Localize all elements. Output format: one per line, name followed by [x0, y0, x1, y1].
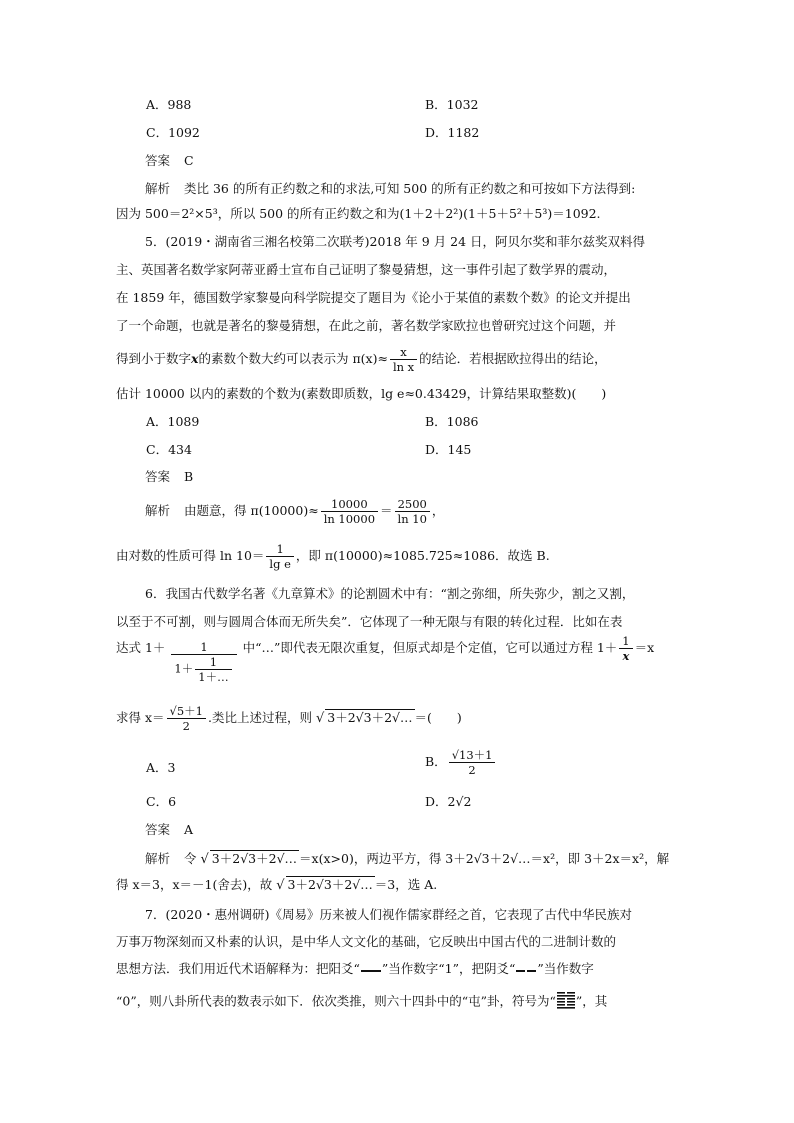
solution-label: 解析 — [145, 181, 171, 196]
q7-stem-line4 — [116, 991, 607, 1013]
answer-value: A — [184, 822, 194, 837]
q5-option-a: A．1089 — [146, 414, 200, 429]
denominator — [171, 655, 236, 684]
q7-stem-line3 — [116, 961, 594, 978]
text-segment: ”当作数字 — [537, 961, 594, 976]
fraction — [449, 748, 496, 777]
denominator: ln x — [392, 360, 415, 374]
text-segment: ， — [431, 503, 445, 518]
text-segment: 得 x＝3，x＝－1(舍去)，故 — [116, 877, 273, 892]
numerator: √13＋1 — [449, 748, 496, 763]
yang-yao-icon — [360, 962, 382, 978]
q6-stem-line1: 6．我国古代数学名著《九章算术》的论割圆术中有：“割之弥细，所失弥少，割之又割， — [145, 586, 635, 601]
q7-stem-line2: 万事万物深刻而又朴素的认识，是中华人文文化的基础，它反映出中国古代的二进制计数的 — [116, 934, 617, 949]
denominator: ln 10 — [397, 512, 427, 526]
radical-sign: √ — [200, 852, 209, 867]
q5-answer — [145, 469, 193, 485]
q4-solution-line2: 因为 500＝2²×5³，所以 500 的所有正约数之和为(1＋2＋2²)(1＋5＋5²＋5³)＝1092. — [116, 206, 601, 221]
text-segment: .类比上述过程，则 — [208, 710, 312, 725]
text-segment: 由对数的性质可得 ln 10＝ — [116, 548, 265, 563]
yin-yao-icon — [515, 962, 537, 978]
denominator: ln 10000 — [323, 512, 376, 526]
q4-option-c: C．1092 — [146, 125, 200, 140]
q5-stem-line2: 主、英国著名数学家阿蒂亚爵士宣布自己证明了黎曼猜想，这一事件引起了数学界的震动， — [116, 262, 617, 277]
text-segment: “0”，则八卦所代表的数表示如下．依次类推，则六十四卦中的“屯”卦，符号为“ — [116, 993, 556, 1009]
numerator: 1 — [171, 640, 236, 655]
text-segment: ＝ — [380, 503, 393, 518]
q6-answer — [145, 822, 193, 838]
text-segment: 由题意，得 π(10000)≈ — [184, 503, 319, 518]
q5-solution-line1 — [145, 497, 444, 526]
q6-solution-line2 — [116, 876, 437, 894]
variable-x: x — [191, 351, 199, 366]
q6-option-a: A．3 — [146, 760, 176, 775]
denominator: 2 — [182, 719, 190, 733]
numerator: 1 — [266, 542, 294, 557]
nested-radical: 3＋2√3＋2√… — [287, 877, 373, 892]
numerator: 10000 — [321, 497, 378, 512]
answer-label: 答案 — [145, 822, 171, 837]
denominator: 2 — [468, 763, 476, 777]
numerator: 1 — [195, 655, 231, 670]
fraction — [390, 345, 417, 374]
answer-label: 答案 — [145, 469, 171, 484]
q7-stem-line1: 7．(2020・惠州调研)《周易》历来被人们视作儒家群经之首，它表现了古代中华民族对 — [145, 907, 633, 922]
fraction — [167, 704, 206, 733]
text-segment: 思想方法．我们用近代术语解释为：把阳爻“ — [116, 961, 360, 976]
q4-option-a: A．988 — [146, 97, 192, 112]
q5-stem-line1: 5．(2019・湖南省三湘名校第二次联考)2018 年 9 月 24 日，阿贝尔奖和菲尔兹奖双料得 — [145, 234, 646, 249]
numerator: 1 — [619, 634, 632, 649]
text-segment: ”，其 — [575, 993, 608, 1009]
text-segment: 1＋ — [174, 661, 194, 676]
numerator: x — [390, 345, 417, 360]
q6-option-b — [425, 748, 497, 777]
solution-label: 解析 — [145, 503, 171, 518]
text-segment: ＝x(x>0)，两边平方，得 3＋2√3＋2√…＝x²，即 3＋2x＝x²，解 — [299, 851, 670, 866]
q5-stem-line3: 在 1859 年，德国数学家黎曼向科学院提交了题目为《论小于某值的素数个数》的论文并提出 — [116, 290, 631, 305]
fraction — [619, 634, 632, 663]
q5-option-c: C．434 — [146, 442, 192, 457]
nested-radical: 3＋2√3＋2√… — [327, 710, 413, 725]
denominator: lg e — [269, 557, 291, 571]
text-segment: ，即 π(10000)≈1085.725≈1086．故选 B. — [295, 548, 550, 563]
q6-stem-line4 — [116, 704, 462, 733]
radical-sign: √ — [315, 711, 325, 726]
solution-text: 类比 36 的所有正约数之和的求法,可知 500 的所有正约数之和可按如下方法得到: — [184, 181, 636, 196]
text-segment: 求得 x＝ — [116, 710, 165, 725]
q4-option-b: B．1032 — [425, 97, 479, 112]
fraction — [266, 542, 294, 571]
text-segment: 令 — [184, 851, 197, 866]
numerator: 2500 — [395, 497, 430, 512]
radical-sign: √ — [276, 878, 285, 893]
solution-label: 解析 — [145, 851, 171, 866]
q6-stem-line2: 以至于不可割，则与圆周合体而无所失矣”．它体现了一种无限与有限的转化过程．比如在表 — [116, 614, 623, 629]
denominator: x — [622, 649, 630, 663]
q5-stem-line5 — [116, 345, 607, 374]
text-segment: 的素数个数大约可以表示为 π(x)≈ — [198, 351, 388, 366]
text-segment: 得到小于数字 — [116, 351, 192, 366]
q4-solution-line1 — [145, 181, 635, 197]
answer-value: B — [184, 469, 194, 484]
answer-value: C — [184, 153, 194, 168]
q5-option-d: D．145 — [425, 442, 472, 457]
answer-label: 答案 — [145, 153, 171, 168]
text-segment: ”当作数字“1”，把阴爻“ — [381, 961, 516, 976]
text-segment: 中“…”即代表无限次重复，但原式却是个定值，它可以通过方程 1＋ — [242, 640, 618, 655]
q6-option-c: C．6 — [146, 794, 177, 809]
text-segment: ＝x — [634, 640, 655, 655]
q5-option-b: B．1086 — [425, 414, 479, 429]
text-segment: ＝( ) — [414, 710, 462, 725]
text-segment: B． — [425, 754, 447, 769]
fraction — [395, 497, 430, 526]
fraction — [321, 497, 378, 526]
q6-option-d: D．2√2 — [425, 794, 472, 809]
text-segment: 的结论．若根据欧拉得出的结论， — [419, 351, 607, 366]
zhun-hexagram-icon — [556, 991, 576, 1013]
continued-fraction — [171, 640, 236, 684]
q5-solution-line2 — [116, 542, 550, 571]
numerator: √5＋1 — [167, 704, 206, 719]
text-segment: 达式 1＋ — [116, 640, 166, 655]
q5-stem-line4: 了一个命题，也就是著名的黎曼猜想，在此之前，著名数学家欧拉也曾研究过这个问题，并 — [116, 318, 617, 333]
q4-option-d: D．1182 — [425, 125, 480, 140]
q4-answer — [145, 153, 194, 169]
denominator: 1＋… — [198, 670, 229, 684]
q5-stem-line6: 估计 10000 以内的素数的个数为(素数即质数，lg e≈0.43429，计算结果取整数)( ) — [116, 386, 607, 401]
q6-solution-line1 — [145, 850, 669, 868]
nested-radical: 3＋2√3＋2√… — [211, 851, 298, 866]
inner-fraction — [195, 655, 231, 684]
text-segment: ＝3，选 A. — [374, 877, 438, 892]
q6-stem-line3 — [116, 634, 655, 692]
